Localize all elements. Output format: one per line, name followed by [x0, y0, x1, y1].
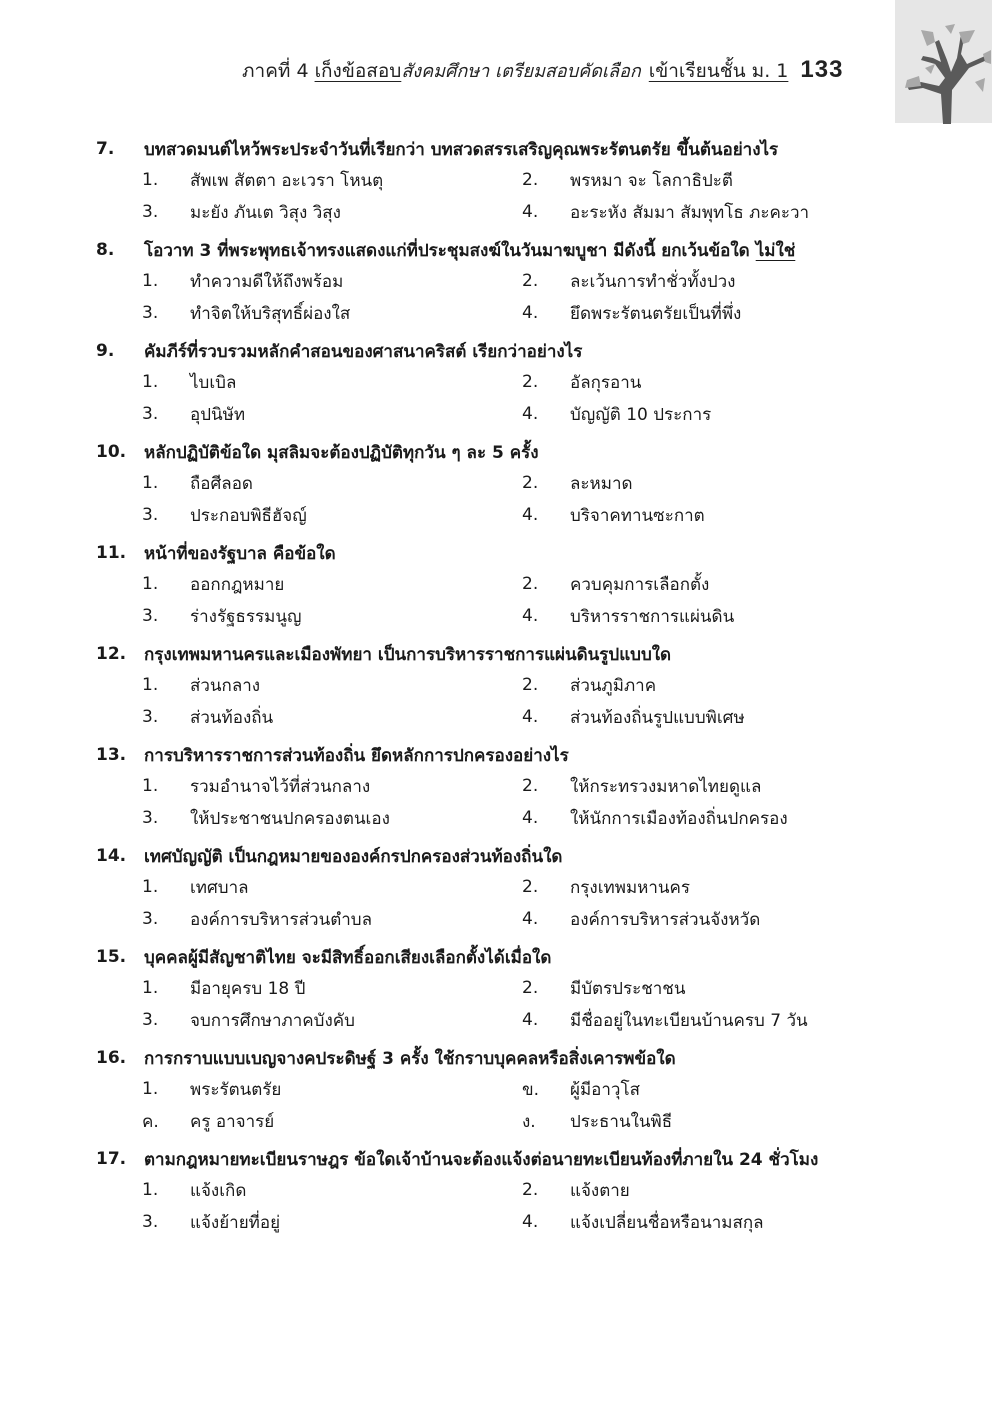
header-script-title: สังคมศึกษา เตรียมสอบคัดเลือก [401, 61, 641, 82]
option-key: 1. [142, 877, 159, 897]
option [522, 603, 902, 629]
option-text: ผู้มีอาวุโส [570, 1079, 640, 1100]
option [522, 571, 902, 597]
option-key: 1. [142, 170, 159, 190]
option-key: 4. [522, 808, 539, 828]
question-stem: เทศบัญญัติ เป็นกฎหมายขององค์กรปกครองส่วนท้องถิ่นใด [144, 846, 563, 867]
option [522, 300, 902, 326]
option-text: ให้กระทรวงมหาดไทยดูแล [570, 776, 762, 797]
option [522, 502, 902, 528]
option-text: กรุงเทพมหานคร [570, 877, 691, 898]
option-text: องค์การบริหารส่วนจังหวัด [570, 909, 761, 930]
option-key: 3. [142, 404, 159, 424]
option-key: 2. [522, 978, 539, 998]
option-text: รวมอำนาจไว้ที่ส่วนกลาง [190, 776, 371, 797]
option [522, 704, 902, 730]
option [142, 199, 522, 225]
question-stem: หน้าที่ของรัฐบาล คือข้อใด [144, 543, 336, 564]
option-text: ควบคุมการเลือกตั้ง [570, 574, 710, 595]
question [96, 1145, 916, 1235]
option [142, 268, 522, 294]
option-text: ประธานในพิธี [570, 1111, 673, 1132]
option-key: 2. [522, 776, 539, 796]
option-text: อัลกุรอาน [570, 372, 642, 393]
option-text: องค์การบริหารส่วนตำบล [190, 909, 372, 930]
option-text: บริหารราชการแผ่นดิน [570, 606, 735, 627]
option [142, 704, 522, 730]
question-stem: การบริหารราชการส่วนท้องถิ่น ยึดหลักการปกครองอย่างไร [144, 745, 569, 766]
option-text: พรหมา จะ โลกาธิปะตี [570, 170, 733, 191]
option-key: 3. [142, 1010, 159, 1030]
option [522, 906, 902, 932]
option [142, 167, 522, 193]
option-text: ส่วนท้องถิ่น [190, 707, 274, 728]
option [522, 805, 902, 831]
option-text: เทศบาล [190, 877, 249, 898]
option [142, 300, 522, 326]
option [522, 1007, 902, 1033]
option-text: ไบเบิล [190, 372, 237, 393]
option-text: ออกกฎหมาย [190, 574, 285, 595]
option [522, 199, 902, 225]
option [142, 1177, 522, 1203]
question [96, 135, 916, 225]
option [522, 1108, 902, 1134]
option-key: 4. [522, 1212, 539, 1232]
question-stem: หลักปฏิบัติข้อใด มุสลิมจะต้องปฏิบัติทุกวัน ๆ ละ 5 ครั้ง [144, 442, 539, 463]
corner-decoration [895, 0, 992, 123]
option-text: มีชื่ออยู่ในทะเบียนบ้านครบ 7 วัน [570, 1010, 808, 1031]
option [522, 167, 902, 193]
question-number: 7. [96, 139, 115, 159]
option [142, 805, 522, 831]
question-stem: บทสวดมนต์ไหว้พระประจำวันที่เรียกว่า บทสวดสรรเสริญคุณพระรัตนตรัย ขึ้นต้นอย่างไร [144, 139, 779, 160]
option-text: แจ้งย้ายที่อยู่ [190, 1212, 281, 1233]
option-key: ข. [522, 1079, 540, 1100]
option [522, 975, 902, 1001]
option-text: ทำความดีให้ถึงพร้อม [190, 271, 344, 292]
option-text: ส่วนท้องถิ่นรูปแบบพิเศษ [570, 707, 745, 728]
option-text: อุปนิษัท [190, 404, 246, 425]
option [522, 268, 902, 294]
header-grade: เข้าเรียนชั้น ม. 1 [648, 60, 789, 82]
option-text: แจ้งเกิด [190, 1180, 247, 1201]
option-key: 1. [142, 271, 159, 291]
option-text: มะยัง ภันเต วิสุง วิสุง [190, 202, 341, 223]
option [142, 603, 522, 629]
option-key: 4. [522, 909, 539, 929]
option [142, 401, 522, 427]
option-key: ค. [142, 1111, 159, 1132]
question [96, 539, 916, 629]
option-key: 3. [142, 808, 159, 828]
option-key: 4. [522, 606, 539, 626]
option-text: มีอายุครบ 18 ปี [190, 978, 306, 999]
option-key: 4. [522, 202, 539, 222]
option-key: 3. [142, 303, 159, 323]
question-number: 14. [96, 846, 127, 866]
option-key: 4. [522, 404, 539, 424]
question-number: 16. [96, 1048, 127, 1068]
question-stem: ตามกฎหมายทะเบียนราษฎร ข้อใดเจ้าบ้านจะต้องแจ้งต่อนายทะเบียนท้องที่ภายใน 24 ชั่วโมง [144, 1149, 819, 1170]
option-text: ละเว้นการทำชั่วทั้งปวง [570, 271, 736, 292]
question-number: 11. [96, 543, 127, 563]
option [522, 874, 902, 900]
option-text: มีบัตรประชาชน [570, 978, 686, 999]
running-header [242, 56, 843, 86]
question [96, 337, 916, 427]
question [96, 741, 916, 831]
option-text: ร่างรัฐธรรมนูญ [190, 606, 302, 627]
option [142, 1209, 522, 1235]
question-stem: โอวาท 3 ที่พระพุทธเจ้าทรงแสดงแก่ที่ประชุมสงฆ์ในวันมาฆบูชา มีดังนี้ ยกเว้นข้อใด [144, 240, 750, 261]
question-number: 9. [96, 341, 115, 361]
option-text: ส่วนกลาง [190, 675, 261, 696]
page-number: 133 [800, 56, 844, 83]
option-key: 2. [522, 1180, 539, 1200]
question-number: 12. [96, 644, 127, 664]
option [142, 773, 522, 799]
option [142, 1076, 522, 1102]
option-text: ส่วนภูมิภาค [570, 675, 657, 696]
option-text: ประกอบพิธีฮัจญ์ [190, 505, 307, 526]
option [522, 1076, 902, 1102]
header-underlined-title: เก็งข้อสอบ [314, 60, 402, 82]
option [142, 1007, 522, 1033]
option-text: บัญญัติ 10 ประการ [570, 404, 712, 425]
option [522, 672, 902, 698]
option [522, 1209, 902, 1235]
question [96, 842, 916, 932]
option-key: 1. [142, 1180, 159, 1200]
option-key: 2. [522, 574, 539, 594]
option [522, 369, 902, 395]
option-key: 1. [142, 1079, 159, 1099]
option-text: จบการศึกษาภาคบังคับ [190, 1010, 355, 1031]
option-key: 3. [142, 707, 159, 727]
option-key: 1. [142, 776, 159, 796]
option-text: ละหมาด [570, 473, 633, 494]
option [142, 874, 522, 900]
option-key: 2. [522, 473, 539, 493]
option-key: 3. [142, 606, 159, 626]
option-text: ทำจิตให้บริสุทธิ์ผ่องใส [190, 303, 351, 324]
option-key: 2. [522, 271, 539, 291]
option [142, 1108, 522, 1134]
option-key: 1. [142, 473, 159, 493]
option [522, 1177, 902, 1203]
option-text: ถือศีลอด [190, 473, 253, 494]
option-key: 2. [522, 675, 539, 695]
option-key: 1. [142, 372, 159, 392]
option-text: ให้นักการเมืองท้องถิ่นปกครอง [570, 808, 788, 829]
option-text: สัพเพ สัตตา อะเวรา โหนตุ [190, 170, 384, 191]
option-text: ครู อาจารย์ [190, 1111, 275, 1132]
option-text: ยึดพระรัตนตรัยเป็นที่พึ่ง [570, 303, 742, 324]
option-key: ง. [522, 1111, 536, 1132]
option-text: อะระหัง สัมมา สัมพุทโธ ภะคะวา [570, 202, 810, 223]
question-number: 10. [96, 442, 127, 462]
option-key: 3. [142, 909, 159, 929]
question-list [96, 135, 916, 1246]
question-stem: บุคคลผู้มีสัญชาติไทย จะมีสิทธิ์ออกเสียงเลือกตั้งได้เมื่อใด [144, 947, 552, 968]
option-text: บริจาคทานซะกาต [570, 505, 705, 526]
option [142, 571, 522, 597]
option-key: 4. [522, 1010, 539, 1030]
option [142, 369, 522, 395]
option-key: 2. [522, 877, 539, 897]
option-key: 3. [142, 1212, 159, 1232]
question [96, 236, 916, 326]
option [142, 502, 522, 528]
question-number: 8. [96, 240, 115, 260]
question-number: 17. [96, 1149, 127, 1169]
option-key: 4. [522, 707, 539, 727]
question-stem: การกราบแบบเบญจางคประดิษฐ์ 3 ครั้ง ใช้กราบบุคคลหรือสิ่งเคารพข้อใด [144, 1048, 676, 1069]
option-key: 1. [142, 574, 159, 594]
option-key: 4. [522, 303, 539, 323]
option-text: แจ้งตาย [570, 1180, 630, 1201]
option [522, 401, 902, 427]
option-key: 2. [522, 372, 539, 392]
question [96, 438, 916, 528]
option [142, 906, 522, 932]
header-part: ภาคที่ 4 [242, 60, 309, 82]
option [142, 470, 522, 496]
option-key: 1. [142, 978, 159, 998]
option-text: พระรัตนตรัย [190, 1079, 282, 1100]
option [142, 672, 522, 698]
question-number: 15. [96, 947, 127, 967]
option-key: 2. [522, 170, 539, 190]
option-key: 3. [142, 202, 159, 222]
tree-icon [899, 20, 991, 124]
option [142, 975, 522, 1001]
option-key: 1. [142, 675, 159, 695]
question-number: 13. [96, 745, 127, 765]
option [522, 470, 902, 496]
option-text: ให้ประชาชนปกครองตนเอง [190, 808, 390, 829]
question [96, 640, 916, 730]
option [522, 773, 902, 799]
question-stem: กรุงเทพมหานครและเมืองพัทยา เป็นการบริหารราชการแผ่นดินรูปแบบใด [144, 644, 672, 665]
option-key: 3. [142, 505, 159, 525]
option-text: แจ้งเปลี่ยนชื่อหรือนามสกุล [570, 1212, 764, 1233]
option-key: 4. [522, 505, 539, 525]
question [96, 943, 916, 1033]
question [96, 1044, 916, 1134]
question-stem: คัมภีร์ที่รวบรวมหลักคำสอนของศาสนาคริสต์ เรียกว่าอย่างไร [144, 341, 583, 362]
question-emphasis: ไม่ใช่ [755, 240, 796, 261]
